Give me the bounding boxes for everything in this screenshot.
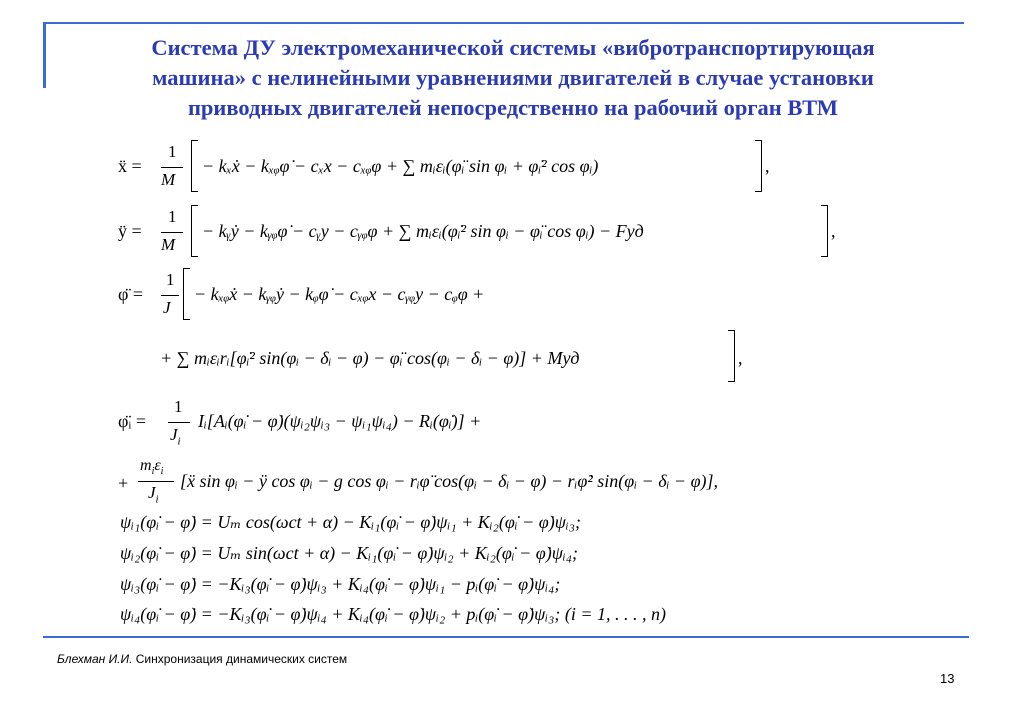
equation-y-denominator: M [161, 235, 176, 254]
footer-author: Блехман И.И. [57, 652, 133, 666]
equation-phi-fraction-bar [161, 295, 179, 296]
frame-top-line [43, 22, 964, 24]
equation-y [118, 205, 978, 260]
equation-phi-bracket-left [183, 268, 190, 320]
equation-phi-i-frac2-denominator: $J_i$ [148, 483, 159, 506]
equation-phi [118, 268, 978, 388]
equation-phi-i-fraction-bar [168, 422, 190, 423]
frame-bottom-line [43, 636, 969, 638]
footer-caption: Синхронизация динамических систем [135, 652, 348, 666]
equation-x-comma: , [765, 156, 770, 176]
equation-x-body: − kₓẋ − kₓᵩφ̇ − cₓx − cₓᵩφ + ∑ mᵢεᵢ(φ̈ᵢ sin φᵢ + φ̇ᵢ² cos φᵢ) [202, 156, 599, 176]
slide-title [60, 33, 966, 123]
title-line-3: приводных двигателей непосредственно на рабочий орган ВТМ [187, 95, 839, 120]
equation-x-bracket-left [191, 140, 198, 192]
equation-x-bracket-right [755, 140, 762, 192]
equation-phi-lhs: φ̈ = [118, 284, 144, 304]
equation-y-body: − kᵧẏ − kᵧᵩφ̇ − cᵧy − cᵧᵩφ + ∑ mᵢεᵢ(φ̇ᵢ² sin φᵢ − φ̈ᵢ cos φᵢ) − Fуд [202, 221, 644, 241]
equation-x-lhs: ẍ = [118, 156, 142, 176]
equation-x-fraction-bar [161, 167, 183, 168]
equation-phi-i-numerator: 1 [174, 397, 183, 416]
equation-y-lhs: ÿ = [118, 221, 142, 241]
equation-x [118, 140, 978, 195]
equation-psi-2: ψᵢ₂(φ̇ᵢ − φ̇) = Uₘ sin(ωct + α) − Kᵢ₁(φ̇ᵢ − φ̇)ψᵢ₂ + Kᵢ₂(φ̇ᵢ − φ̇)ψᵢ₄; [120, 543, 579, 563]
equation-phi-i [118, 395, 978, 510]
equation-phi-bracket-right [728, 330, 735, 382]
frame-left-line [43, 22, 46, 88]
equation-y-bracket-left [191, 205, 198, 257]
equation-phi-i-body-line-2: [ẍ sin φᵢ − ÿ cos φᵢ − g cos φᵢ − rᵢφ̈ cos(φᵢ − δᵢ − φ) − rᵢφ̇² sin(φᵢ − δᵢ − φ)], [180, 471, 719, 491]
equation-psi-3: ψᵢ₃(φ̇ᵢ − φ̇) = −Kᵢ₃(φ̇ᵢ − φ̇)ψᵢ₃ + Kᵢ₄(φ̇ᵢ − φ̇)ψᵢ₁ − pᵢ(φ̇ᵢ − φ̇)ψᵢ₄; [120, 574, 561, 594]
page-number: 13 [940, 671, 955, 686]
equation-y-comma: , [831, 221, 836, 241]
equation-phi-numerator: 1 [166, 270, 175, 289]
equation-phi-i-denominator: $J_i$ [170, 425, 181, 448]
equation-phi-denominator: J [163, 298, 171, 317]
equation-phi-i-plus: + [118, 473, 129, 493]
equation-y-numerator: 1 [168, 207, 177, 226]
footer [57, 652, 347, 666]
equation-y-bracket-right [821, 205, 828, 257]
equation-phi-i-lhs: φ̈ᵢ = [118, 411, 146, 431]
equation-psi-4: ψᵢ₄(φ̇ᵢ − φ̇) = −Kᵢ₃(φ̇ᵢ − φ̇)ψᵢ₄ + Kᵢ₄(φ̇ᵢ − φ̇)ψᵢ₂ + pᵢ(φ̇ᵢ − φ̇)ψᵢ₃; (i = 1, . . . , n) [120, 604, 667, 624]
title-line-1: Система ДУ электромеханической системы «вибротранспортирующая [151, 35, 875, 60]
equation-phi-i-body-line-1: Iᵢ[Aᵢ(φ̇ᵢ − φ̇)(ψᵢ₂ψᵢ₃ − ψᵢ₁ψᵢ₄) − Rᵢ(φ̇ᵢ)] + [198, 411, 482, 431]
equation-psi-1: ψᵢ₁(φ̇ᵢ − φ̇) = Uₘ cos(ωct + α) − Kᵢ₁(φ̇ᵢ − φ̇)ψᵢ₁ + Kᵢ₂(φ̇ᵢ − φ̇)ψᵢ₃; [120, 512, 582, 532]
equation-y-fraction-bar [161, 232, 183, 233]
equation-phi-i-frac2-bar [138, 481, 174, 482]
equation-x-numerator: 1 [168, 142, 177, 161]
equation-phi-i-frac2-numerator: $m_i\varepsilon_i$ [140, 457, 164, 478]
equation-x-denominator: M [161, 170, 176, 189]
equation-phi-comma: , [738, 348, 743, 368]
equation-phi-body-line-2: + ∑ mᵢεᵢrᵢ[φ̇ᵢ² sin(φᵢ − δᵢ − φ) − φ̈ᵢ cos(φᵢ − δᵢ − φ)] + Mуд [160, 348, 580, 368]
title-line-2: машина» с нелинейными уравнениями двигателей в случае установки [152, 65, 874, 90]
equation-phi-body-line-1: − kₓᵩẋ − kᵧᵩẏ − kᵩφ̇ − cₓᵩx − cᵧᵩy − cᵩφ + [194, 284, 485, 304]
